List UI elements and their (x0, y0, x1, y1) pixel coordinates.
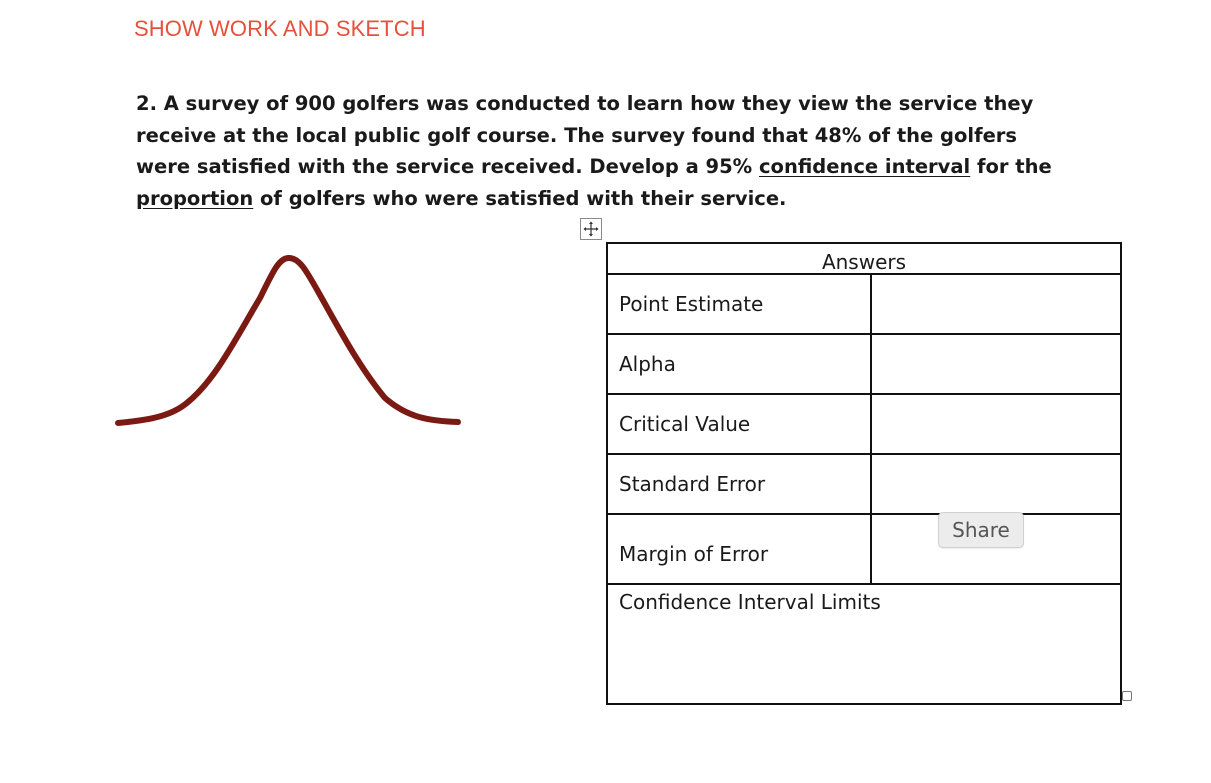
move-icon (583, 221, 599, 237)
answers-header (607, 243, 1121, 274)
answer-cell-critical-value[interactable] (871, 394, 1121, 454)
table-row (607, 334, 1121, 394)
answer-cell-standard-error[interactable] (871, 454, 1121, 514)
confidence-interval-cell[interactable] (607, 584, 1121, 704)
question-part-1: 2. A survey of 900 golfers was conducted to learn how they view the service they receive at the local public golf course. The survey found that 48% of the golfers were satisfied with the service received. Develop a 95% (136, 92, 1034, 178)
table-row (607, 514, 1121, 584)
answer-cell-point-estimate[interactable] (871, 274, 1121, 334)
table-row (607, 394, 1121, 454)
share-button[interactable]: Share (938, 512, 1024, 548)
answer-cell-alpha[interactable] (871, 334, 1121, 394)
question-part-2: for the (970, 155, 1052, 178)
row-label-standard-error: Standard Error (607, 454, 871, 514)
confidence-interval-label: Confidence Interval Limits (619, 590, 881, 614)
resize-handle-icon[interactable] (1122, 691, 1132, 701)
table-row-confidence-interval (607, 584, 1121, 704)
table-move-handle[interactable] (580, 218, 602, 240)
question-text (136, 88, 1076, 214)
curve-path (118, 258, 458, 423)
question-part-3: of golfers who were satisfied with their service. (253, 186, 787, 210)
answers-header-label: Answers (821, 250, 907, 274)
underlined-term-confidence-interval: confidence interval (759, 155, 971, 178)
table-header-row (607, 243, 1121, 274)
table-row (607, 274, 1121, 334)
underlined-term-proportion: proportion (136, 186, 254, 210)
page-header: SHOW WORK AND SKETCH (134, 16, 426, 41)
row-label-point-estimate: Point Estimate (607, 274, 871, 334)
row-label-critical-value: Critical Value (607, 394, 871, 454)
row-label-margin-of-error: Margin of Error (607, 514, 871, 584)
normal-curve-sketch (110, 250, 470, 440)
row-label-alpha: Alpha (607, 334, 871, 394)
table-row (607, 454, 1121, 514)
answers-table (606, 242, 1122, 705)
